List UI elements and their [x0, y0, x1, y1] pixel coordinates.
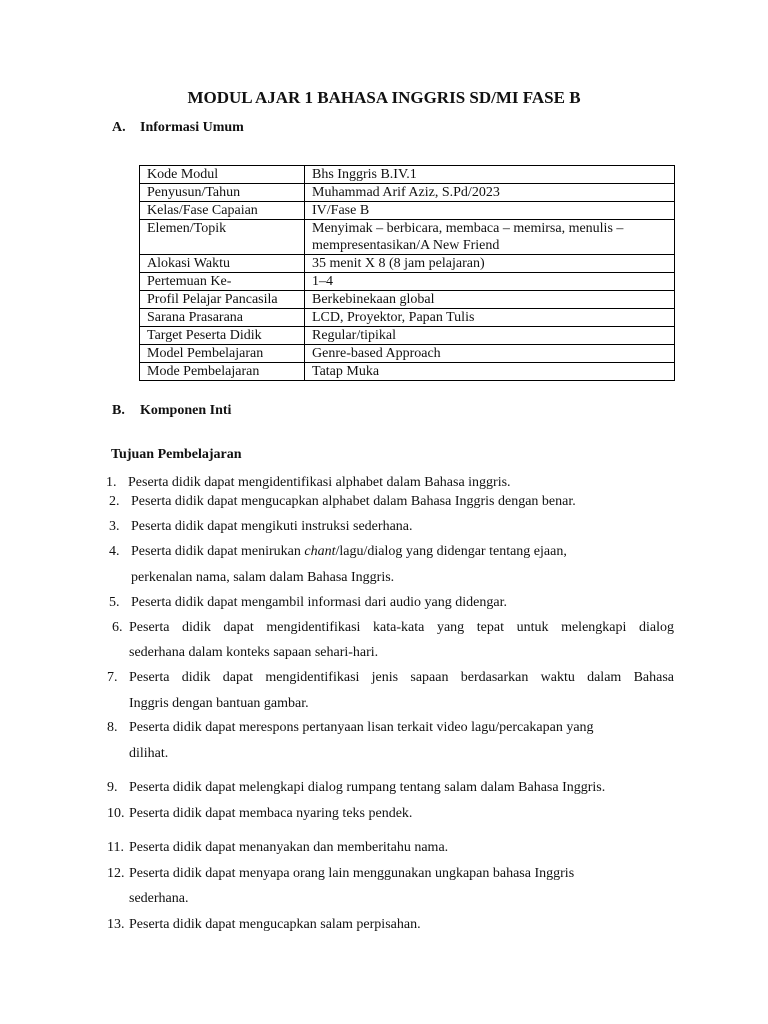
list-text: Peserta didik dapat melengkapi dialog rumpang tentang salam dalam Bahasa Inggris.: [129, 780, 606, 795]
list-text-part: Peserta didik dapat menirukan: [131, 544, 305, 559]
section-heading-informasi-umum: [112, 119, 244, 136]
table-label-cell: Sarana Prasarana: [140, 309, 305, 327]
section-label: Komponen Inti: [140, 403, 232, 418]
list-number: 1.: [106, 475, 117, 490]
list-number: 2.: [109, 494, 120, 509]
list-number: 6.: [112, 620, 123, 635]
table-value-cell: Genre-based Approach: [305, 345, 675, 363]
section-letter: B.: [112, 403, 125, 418]
table-label-cell: Elemen/Topik: [140, 220, 305, 255]
table-label-cell: Model Pembelajaran: [140, 345, 305, 363]
table-value-cell: Menyimak – berbicara, membaca – memirsa, menulis – mempresentasikan/A New Friend: [305, 220, 675, 255]
table-row: [140, 309, 675, 327]
table-label-cell: Alokasi Waktu: [140, 255, 305, 273]
table-value-cell: Muhammad Arif Aziz, S.Pd/2023: [305, 184, 675, 202]
list-text: Peserta didik dapat menyapa orang lain menggunakan ungkapan bahasa Inggris: [129, 866, 575, 881]
section-label: Informasi Umum: [140, 120, 244, 135]
list-number: 9.: [107, 780, 118, 795]
list-text-continued: perkenalan nama, salam dalam Bahasa Inggris.: [131, 570, 395, 585]
table-label-cell: Penyusun/Tahun: [140, 184, 305, 202]
list-text-continued: Inggris dengan bantuan gambar.: [129, 696, 309, 711]
list-text: Peserta didik dapat membaca nyaring teks pendek.: [129, 806, 413, 821]
table-value-cell: 35 menit X 8 (8 jam pelajaran): [305, 255, 675, 273]
table-row: [140, 166, 675, 184]
table-value-cell: Tatap Muka: [305, 363, 675, 381]
table-row: [140, 291, 675, 309]
table-value-cell: Berkebinekaan global: [305, 291, 675, 309]
table-label-cell: Target Peserta Didik: [140, 327, 305, 345]
list-text: Peserta didik dapat mengidentifikasi alphabet dalam Bahasa inggris.: [128, 475, 511, 490]
table-row: [140, 202, 675, 220]
page-title: MODUL AJAR 1 BAHASA INGGRIS SD/MI FASE B: [187, 88, 581, 107]
list-text: [131, 543, 676, 560]
table-label-cell: Profil Pelajar Pancasila: [140, 291, 305, 309]
list-text: Peserta didik dapat mengambil informasi dari audio yang didengar.: [131, 595, 507, 610]
list-text: Peserta didik dapat menanyakan dan memberitahu nama.: [129, 840, 449, 855]
list-number: 5.: [109, 595, 120, 610]
list-text: Peserta didik dapat mengucapkan salam perpisahan.: [129, 917, 421, 932]
list-text: Peserta didik dapat mengucapkan alphabet dalam Bahasa Inggris dengan benar.: [131, 494, 576, 509]
table-label-cell: Kode Modul: [140, 166, 305, 184]
table-label-cell: Mode Pembelajaran: [140, 363, 305, 381]
table-row: [140, 184, 675, 202]
table-value-cell: LCD, Proyektor, Papan Tulis: [305, 309, 675, 327]
list-text: Peserta didik dapat mengikuti instruksi sederhana.: [131, 519, 413, 534]
list-text: Peserta didik dapat merespons pertanyaan lisan terkait video lagu/percakapan yang: [129, 720, 594, 735]
table-value-cell: 1–4: [305, 273, 675, 291]
info-table: [139, 165, 675, 381]
list-text-continued: sederhana.: [129, 891, 189, 906]
list-text: Peserta didik dapat mengidentifikasi kata-kata yang tepat untuk melengkapi dialog: [129, 620, 674, 635]
list-number: 7.: [107, 670, 118, 685]
list-number: 11.: [107, 840, 124, 855]
list-text-continued: dilihat.: [129, 746, 169, 761]
list-text-part: /lagu/dialog yang didengar tentang ejaan,: [335, 544, 567, 559]
list-number: 10.: [107, 806, 125, 821]
table-value-cell: Regular/tipikal: [305, 327, 675, 345]
table-row: [140, 363, 675, 381]
list-number: 12.: [107, 866, 125, 881]
list-number: 13.: [107, 917, 125, 932]
list-text-emphasis: chant: [304, 544, 336, 559]
table-value-cell: Bhs Inggris B.IV.1: [305, 166, 675, 184]
section-heading-komponen-inti: [112, 402, 231, 419]
list-number: 8.: [107, 720, 118, 735]
table-label-cell: Pertemuan Ke-: [140, 273, 305, 291]
objectives-heading: Tujuan Pembelajaran: [111, 447, 242, 462]
list-text: Peserta didik dapat mengidentifikasi jenis sapaan berdasarkan waktu dalam Bahasa: [129, 670, 674, 685]
table-row: [140, 345, 675, 363]
list-text-continued: sederhana dalam konteks sapaan sehari-hari.: [129, 645, 379, 660]
table-value-cell: IV/Fase B: [305, 202, 675, 220]
table-row: [140, 273, 675, 291]
list-number: 3.: [109, 519, 120, 534]
table-row: [140, 220, 675, 255]
table-row: [140, 255, 675, 273]
table-label-cell: Kelas/Fase Capaian: [140, 202, 305, 220]
table-row: [140, 327, 675, 345]
section-letter: A.: [112, 120, 126, 135]
list-number: 4.: [109, 544, 120, 559]
